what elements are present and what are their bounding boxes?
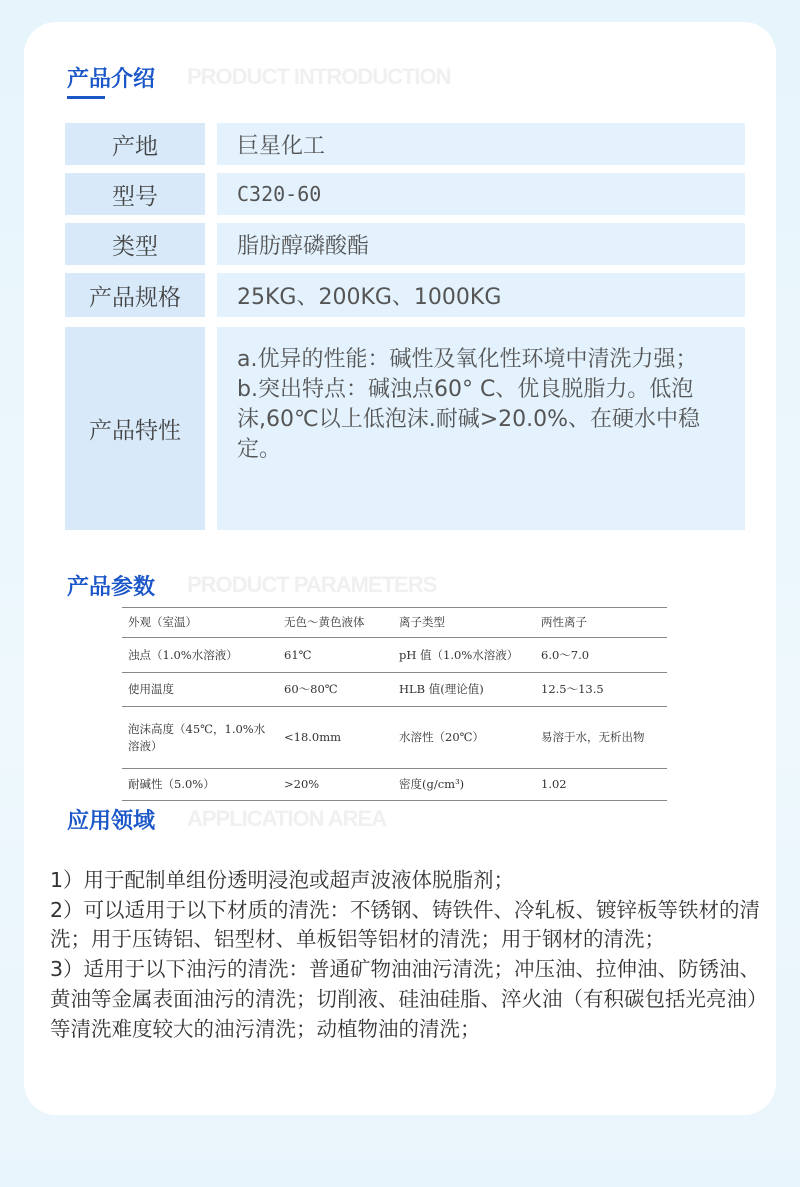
- intro-row-features: 产品特性 a.优异的性能：碱性及氧化性环境中清洗力强； b.突出特点：碱浊点60° C、优良脱脂力。低泡沫,60℃以上低泡沫.耐碱>20.0%、在硬水中稳定。: [65, 327, 745, 530]
- params-row: [122, 673, 667, 707]
- params-cell: 61℃: [278, 638, 393, 673]
- application-item: 2）可以适用于以下材质的清洗：不锈钢、铸铁件、冷轧板、镀锌板等铁材的清洗；用于压铸铝、铝型材、单板铝等铝材的清洗；用于钢材的清洗；: [50, 897, 761, 952]
- intro-row-model: 型号 C320-60: [65, 173, 745, 215]
- params-cell: 离子类型: [393, 608, 535, 638]
- params-cell: 两性离子: [535, 608, 667, 638]
- intro-row-type: 类型 脂肪醇磷酸酯: [65, 223, 745, 265]
- params-row: [122, 769, 667, 801]
- application-item: 3）适用于以下油污的清洗：普通矿物油油污清洗；冲压油、拉伸油、防锈油、黄油等金属表面油污的清洗；切削液、硅油硅脂、淬火油（有积碳包括光亮油）等清洗难度较大的油污清洗；动植物油的清洗；: [50, 957, 768, 1041]
- params-cell: 60～80℃: [278, 673, 393, 707]
- params-cell: 密度(g/cm³): [393, 769, 535, 801]
- intro-row-origin: 产地 巨星化工: [65, 123, 745, 165]
- params-cell: pH 值（1.0%水溶液）: [393, 638, 535, 673]
- application-item: 1）用于配制单组份透明浸泡或超声波液体脱脂剂；: [50, 868, 515, 892]
- params-cell: 泡沫高度（45℃，1.0%水溶液）: [122, 707, 278, 769]
- intro-row-spec: 产品规格 25KG、200KG、1000KG: [65, 273, 745, 317]
- params-row: [122, 638, 667, 673]
- params-cell: 12.5～13.5: [535, 673, 667, 707]
- params-cell: 耐碱性（5.0%）: [122, 769, 278, 801]
- params-row: [122, 707, 667, 769]
- params-cell: 使用温度: [122, 673, 278, 707]
- params-cell: 无色～黄色液体: [278, 608, 393, 638]
- params-cell: 6.0～7.0: [535, 638, 667, 673]
- params-table: [122, 607, 667, 801]
- params-cell: 易溶于水，无析出物: [535, 707, 667, 769]
- params-cell: 浊点（1.0%水溶液）: [122, 638, 278, 673]
- params-cell: HLB 值(理论值): [393, 673, 535, 707]
- params-cell: 外观（室温）: [122, 608, 278, 638]
- params-cell: 水溶性（20℃）: [393, 707, 535, 769]
- params-row: [122, 608, 667, 638]
- heading-underline: [67, 96, 105, 99]
- params-cell: >20%: [278, 769, 393, 801]
- params-cell: <18.0mm: [278, 707, 393, 769]
- params-cell: 1.02: [535, 769, 667, 801]
- application-list: [50, 866, 770, 1044]
